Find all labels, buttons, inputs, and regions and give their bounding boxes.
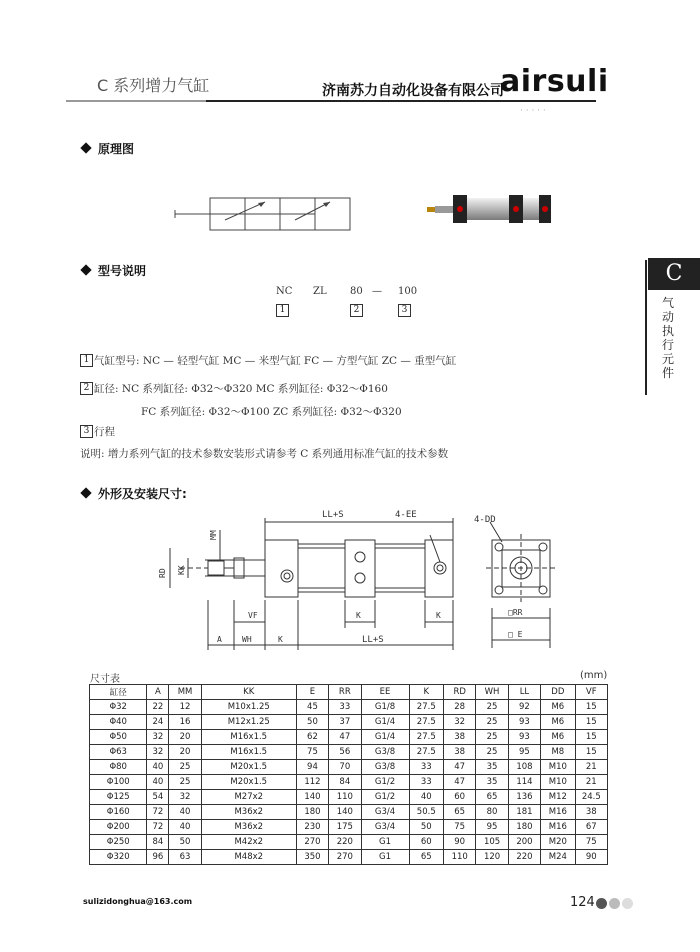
table-cell: 80 [476, 805, 508, 820]
model-marker-1: 1 [276, 304, 289, 317]
section-model-heading [82, 262, 146, 279]
table-column-header: RR [329, 685, 361, 700]
table-column-header: KK [201, 685, 296, 700]
table-row [90, 835, 608, 850]
table-cell: 65 [444, 805, 476, 820]
table-cell: M12x1.25 [201, 715, 296, 730]
note-line-bore-2: FC 系列缸径: Φ32～Φ100 ZC 系列缸径: Φ32～Φ320 [141, 406, 402, 418]
dim-label-k-rear: K [436, 611, 441, 620]
table-cell: M20x1.5 [201, 760, 296, 775]
table-cell: 50 [409, 820, 443, 835]
table-cell: 220 [329, 835, 361, 850]
dim-label-e: □ E [508, 630, 523, 639]
table-cell: G1/4 [361, 715, 409, 730]
table-cell: 47 [329, 730, 361, 745]
dimension-table [89, 684, 608, 865]
table-cell: 25 [476, 745, 508, 760]
table-title: 尺寸表 [90, 674, 120, 685]
table-cell: G1 [361, 850, 409, 865]
table-cell: 140 [296, 790, 328, 805]
table-cell: Φ160 [90, 805, 147, 820]
table-cell: 25 [476, 730, 508, 745]
table-cell: 32 [444, 715, 476, 730]
table-cell: 75 [575, 835, 607, 850]
model-code-dash: — [372, 286, 382, 297]
table-cell: 140 [329, 805, 361, 820]
table-cell: 95 [476, 820, 508, 835]
table-cell: 15 [575, 715, 607, 730]
table-cell: 15 [575, 730, 607, 745]
table-cell: 32 [169, 790, 201, 805]
table-cell: 32 [147, 745, 169, 760]
table-cell: G1/2 [361, 775, 409, 790]
table-cell: M8 [541, 745, 575, 760]
table-cell: Φ320 [90, 850, 147, 865]
table-cell: 175 [329, 820, 361, 835]
table-cell: 181 [508, 805, 540, 820]
page-dot-icon [622, 898, 633, 909]
model-code-part-4: 100 [398, 286, 418, 297]
table-cell: 84 [329, 775, 361, 790]
table-cell: Φ63 [90, 745, 147, 760]
table-cell: M10x1.25 [201, 700, 296, 715]
table-cell: 35 [476, 775, 508, 790]
table-cell: 93 [508, 715, 540, 730]
table-cell: M42x2 [201, 835, 296, 850]
table-column-header: E [296, 685, 328, 700]
table-cell: M16x1.5 [201, 730, 296, 745]
section-principle-heading [82, 140, 134, 157]
table-column-header: DD [541, 685, 575, 700]
table-row [90, 745, 608, 760]
table-row [90, 850, 608, 865]
table-column-header: RD [444, 685, 476, 700]
table-column-header: LL [508, 685, 540, 700]
section-model-label: 型号说明 [98, 264, 147, 278]
table-cell: 72 [147, 820, 169, 835]
page-number: 124 [570, 895, 595, 910]
note-marker-2: 2 [80, 382, 93, 395]
table-cell: 21 [575, 775, 607, 790]
model-marker-2: 2 [350, 304, 363, 317]
table-cell: 27.5 [409, 715, 443, 730]
table-cell: 108 [508, 760, 540, 775]
table-cell: M20x1.5 [201, 775, 296, 790]
table-cell: 35 [476, 760, 508, 775]
table-cell: M27x2 [201, 790, 296, 805]
model-code-part-3: 80 [350, 286, 363, 297]
note-line-stroke: 行程 [94, 426, 115, 438]
table-cell: 63 [169, 850, 201, 865]
table-cell: 27.5 [409, 730, 443, 745]
table-cell: 56 [329, 745, 361, 760]
table-cell: 40 [409, 790, 443, 805]
table-cell: 93 [508, 730, 540, 745]
table-cell: 75 [296, 745, 328, 760]
table-cell: M24 [541, 850, 575, 865]
table-row [90, 805, 608, 820]
table-cell: G1/8 [361, 700, 409, 715]
table-cell: 25 [476, 715, 508, 730]
table-row [90, 775, 608, 790]
dim-label-rd: RD [158, 568, 167, 578]
table-cell: 50 [169, 835, 201, 850]
table-column-header: EE [361, 685, 409, 700]
table-cell: 25 [169, 760, 201, 775]
table-cell: Φ200 [90, 820, 147, 835]
side-tab-label: 气动执行元件 [662, 296, 675, 380]
table-cell: 180 [296, 805, 328, 820]
table-cell: 95 [508, 745, 540, 760]
model-code-part-2: ZL [313, 286, 327, 297]
table-cell: 65 [476, 790, 508, 805]
side-tab-letter: C [648, 258, 700, 290]
footer-email: sulizidonghua@163.com [83, 897, 193, 906]
note-marker-1: 1 [80, 354, 93, 367]
table-cell: 28 [444, 700, 476, 715]
table-cell: 84 [147, 835, 169, 850]
table-column-header: MM [169, 685, 201, 700]
table-cell: M10 [541, 775, 575, 790]
table-row [90, 730, 608, 745]
table-cell: 72 [147, 805, 169, 820]
table-cell: M6 [541, 730, 575, 745]
pneumatic-symbol-diagram [170, 188, 360, 238]
dimension-drawing [140, 500, 580, 660]
note-remark: 说明: 增力系列气缸的技术参数安装形式请参考 C 系列通用标准气缸的技术参数 [80, 448, 449, 460]
table-cell: G1 [361, 835, 409, 850]
table-column-header: VF [575, 685, 607, 700]
header-rule [206, 100, 596, 102]
table-cell: 90 [444, 835, 476, 850]
table-header-row [90, 685, 608, 700]
table-row [90, 760, 608, 775]
table-cell: 105 [476, 835, 508, 850]
table-cell: 50.5 [409, 805, 443, 820]
table-cell: 54 [147, 790, 169, 805]
table-cell: Φ100 [90, 775, 147, 790]
table-column-header: WH [476, 685, 508, 700]
table-cell: M10 [541, 760, 575, 775]
table-cell: M16 [541, 805, 575, 820]
table-cell: 12 [169, 700, 201, 715]
note-marker-3: 3 [80, 425, 93, 438]
table-cell: Φ80 [90, 760, 147, 775]
table-cell: Φ125 [90, 790, 147, 805]
header-rule-left [66, 100, 206, 102]
table-cell: Φ50 [90, 730, 147, 745]
table-row [90, 700, 608, 715]
table-cell: M16 [541, 820, 575, 835]
table-cell: 27.5 [409, 745, 443, 760]
table-cell: 33 [409, 760, 443, 775]
table-cell: 47 [444, 775, 476, 790]
diamond-bullet-icon [80, 264, 91, 275]
table-cell: 40 [169, 805, 201, 820]
cylinder-product-image [425, 190, 555, 230]
table-cell: M36x2 [201, 805, 296, 820]
table-cell: 40 [147, 775, 169, 790]
table-cell: M12 [541, 790, 575, 805]
page-dot-icon [596, 898, 607, 909]
table-cell: 67 [575, 820, 607, 835]
table-cell: 38 [575, 805, 607, 820]
page-dot-icon [609, 898, 620, 909]
table-cell: 22 [147, 700, 169, 715]
table-cell: 110 [444, 850, 476, 865]
table-cell: G3/8 [361, 760, 409, 775]
diamond-bullet-icon [80, 142, 91, 153]
brand-logo: airsuli [500, 64, 609, 99]
table-cell: M6 [541, 715, 575, 730]
diamond-bullet-icon [80, 487, 91, 498]
table-cell: 350 [296, 850, 328, 865]
table-cell: 94 [296, 760, 328, 775]
table-cell: Φ250 [90, 835, 147, 850]
table-cell: G1/4 [361, 730, 409, 745]
dim-label-rr: □RR [508, 608, 523, 617]
table-cell: 96 [147, 850, 169, 865]
table-cell: 45 [296, 700, 328, 715]
dim-label-mm: MM [209, 530, 218, 540]
table-cell: M16x1.5 [201, 745, 296, 760]
dim-label-vf: VF [248, 611, 258, 620]
table-cell: 38 [444, 745, 476, 760]
table-cell: M6 [541, 700, 575, 715]
table-row [90, 790, 608, 805]
table-cell: 200 [508, 835, 540, 850]
dim-label-k-front: K [278, 635, 283, 644]
model-code-part-1: NC [276, 286, 293, 297]
table-cell: 110 [329, 790, 361, 805]
table-cell: 60 [444, 790, 476, 805]
table-cell: 33 [409, 775, 443, 790]
header-dots: · · · · · [520, 106, 546, 116]
table-cell: 65 [409, 850, 443, 865]
table-cell: 16 [169, 715, 201, 730]
table-cell: G1/2 [361, 790, 409, 805]
dim-label-ee: 4-EE [395, 510, 417, 520]
dim-label-kk: KK [177, 565, 186, 575]
table-cell: 230 [296, 820, 328, 835]
note-line-bore: 缸径: NC 系列缸径: Φ32～Φ320 MC 系列缸径: Φ32～Φ160 [94, 383, 388, 395]
table-cell: G3/8 [361, 745, 409, 760]
table-cell: 270 [296, 835, 328, 850]
dim-label-a: A [217, 635, 222, 644]
table-cell: 92 [508, 700, 540, 715]
table-cell: Φ40 [90, 715, 147, 730]
table-cell: 47 [444, 760, 476, 775]
table-row [90, 715, 608, 730]
table-cell: 62 [296, 730, 328, 745]
note-line-model: 气缸型号: NC — 轻型气缸 MC — 米型气缸 FC — 方型气缸 ZC — 重型气缸 [94, 355, 457, 367]
model-marker-3: 3 [398, 304, 411, 317]
table-cell: 50 [296, 715, 328, 730]
section-principle-label: 原理图 [98, 142, 135, 156]
table-row [90, 820, 608, 835]
dim-label-wh: WH [242, 635, 252, 644]
table-cell: Φ32 [90, 700, 147, 715]
dim-label-dd: 4-DD [474, 515, 496, 525]
table-cell: 20 [169, 745, 201, 760]
table-cell: 220 [508, 850, 540, 865]
dim-label-k-mid: K [356, 611, 361, 620]
table-cell: 90 [575, 850, 607, 865]
table-cell: 180 [508, 820, 540, 835]
table-cell: 33 [329, 700, 361, 715]
table-cell: 15 [575, 700, 607, 715]
table-cell: 114 [508, 775, 540, 790]
table-cell: 20 [169, 730, 201, 745]
table-cell: 70 [329, 760, 361, 775]
table-cell: 15 [575, 745, 607, 760]
table-column-header: A [147, 685, 169, 700]
table-column-header: K [409, 685, 443, 700]
table-cell: 37 [329, 715, 361, 730]
table-cell: G3/4 [361, 805, 409, 820]
table-cell: 75 [444, 820, 476, 835]
series-title: C 系列增力气缸 [97, 76, 210, 95]
company-name: 济南苏力自动化设备有限公司 [322, 83, 504, 99]
table-cell: M20 [541, 835, 575, 850]
table-cell: 21 [575, 760, 607, 775]
table-cell: 25 [169, 775, 201, 790]
table-cell: 24 [147, 715, 169, 730]
table-cell: 136 [508, 790, 540, 805]
table-cell: 40 [169, 820, 201, 835]
table-cell: 112 [296, 775, 328, 790]
table-cell: 25 [476, 700, 508, 715]
table-unit: (mm) [580, 670, 608, 681]
section-dimensions-label: 外形及安装尺寸: [98, 487, 187, 501]
table-cell: 120 [476, 850, 508, 865]
table-cell: 60 [409, 835, 443, 850]
dim-label-ll-s-bottom: LL+S [362, 635, 384, 645]
table-cell: 27.5 [409, 700, 443, 715]
table-cell: G3/4 [361, 820, 409, 835]
table-cell: 24.5 [575, 790, 607, 805]
table-cell: 32 [147, 730, 169, 745]
table-cell: 38 [444, 730, 476, 745]
table-cell: M48x2 [201, 850, 296, 865]
table-cell: M36x2 [201, 820, 296, 835]
table-column-header: 缸径 [90, 685, 147, 700]
table-cell: 40 [147, 760, 169, 775]
dim-label-ll-s-top: LL+S [322, 510, 344, 520]
table-cell: 270 [329, 850, 361, 865]
